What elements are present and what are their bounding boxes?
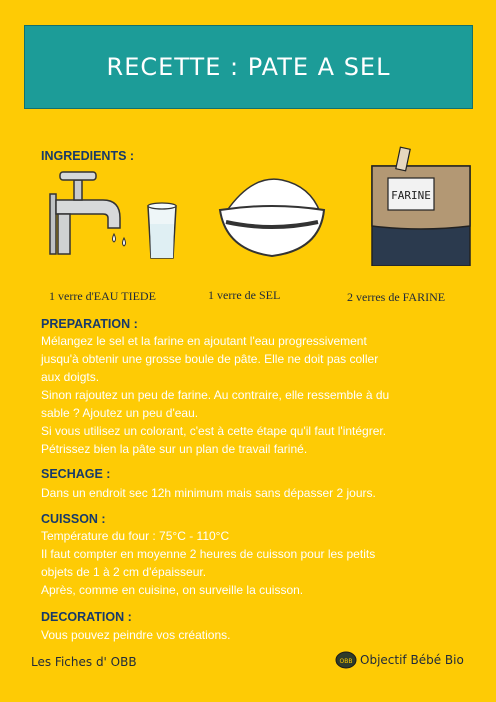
cuisson-line: Après, comme en cuisine, on surveille la cuisson. bbox=[41, 583, 304, 597]
preparation-text bbox=[41, 332, 461, 458]
footer-series: Les Fiches d' OBB bbox=[31, 655, 137, 669]
preparation-line: Pétrissez bien la pâte sur un plan de travail fariné. bbox=[41, 442, 308, 456]
decoration-text bbox=[41, 626, 461, 644]
ingredient-salt-label: 1 verre de SEL bbox=[208, 288, 281, 302]
ingredient-water-label: 1 verre d'EAU TIEDE bbox=[49, 289, 156, 303]
ingredients-heading: INGREDIENTS : bbox=[41, 149, 135, 163]
ingredient-flour-label: 2 verres de FARINE bbox=[347, 290, 446, 304]
sechage-heading: SECHAGE : bbox=[41, 467, 111, 481]
decoration-line: Vous pouvez peindre vos créations. bbox=[41, 628, 231, 642]
title-banner bbox=[24, 25, 473, 109]
page-title: RECETTE : PATE A SEL bbox=[106, 53, 391, 81]
preparation-line: Mélangez le sel et la farine en ajoutant l'eau progressivement bbox=[41, 334, 367, 348]
cuisson-heading: CUISSON : bbox=[41, 512, 106, 526]
flour-bag-icon bbox=[366, 146, 476, 266]
sechage-line: Dans un endroit sec 12h minimum mais sans dépasser 2 jours. bbox=[41, 486, 376, 500]
footer-brand bbox=[335, 651, 464, 669]
preparation-heading: PREPARATION : bbox=[41, 317, 138, 331]
logo-text: OBB bbox=[339, 658, 353, 665]
brand-name: Objectif Bébé Bio bbox=[360, 653, 464, 667]
flour-bag-label: FARINE bbox=[391, 189, 431, 202]
decoration-heading: DECORATION : bbox=[41, 610, 132, 624]
preparation-line: sable ? Ajoutez un peu d'eau. bbox=[41, 406, 199, 420]
cuisson-text bbox=[41, 527, 461, 599]
preparation-line: aux doigts. bbox=[41, 370, 100, 384]
salt-bowl-icon bbox=[212, 172, 332, 267]
obb-logo-icon bbox=[335, 651, 357, 669]
faucet-and-glass-icon bbox=[48, 166, 198, 266]
preparation-line: Sinon rajoutez un peu de farine. Au contraire, elle ressemble à du bbox=[41, 388, 390, 402]
sechage-text bbox=[41, 484, 461, 502]
cuisson-line: objets de 1 à 2 cm d'épaisseur. bbox=[41, 565, 207, 579]
preparation-line: Si vous utilisez un colorant, c'est à cette étape qu'il faut l'intégrer. bbox=[41, 424, 387, 438]
cuisson-line: Il faut compter en moyenne 2 heures de cuisson pour les petits bbox=[41, 547, 376, 561]
preparation-line: jusqu'à obtenir une grosse boule de pâte. Elle ne doit pas coller bbox=[41, 352, 379, 366]
cuisson-line: Température du four : 75°C - 110°C bbox=[41, 529, 230, 543]
